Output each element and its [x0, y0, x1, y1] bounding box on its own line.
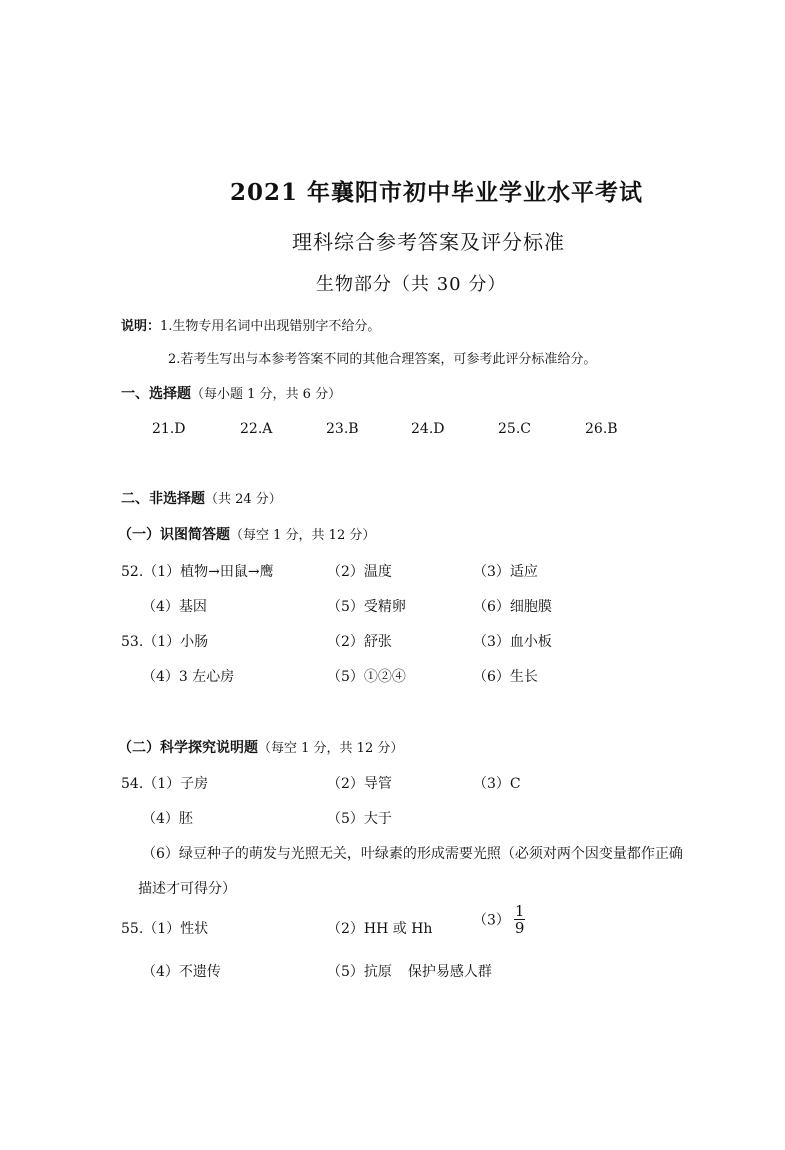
- q53-answer-5: （5）①②④: [327, 669, 406, 685]
- q55-answer-2: （2）HH 或 Hh: [327, 921, 433, 937]
- section-title: 生物部分（共 30 分）: [316, 274, 507, 295]
- note-2: 2.若考生写出与本参考答案不同的其他合理答案，可参考此评分标准给分。: [168, 352, 597, 367]
- page-title: 2021 年襄阳市初中毕业学业水平考试: [230, 179, 644, 206]
- q52-answer-1: （1）植物→田鼠→鹰: [143, 564, 274, 580]
- part1-heading-line: [121, 383, 341, 403]
- q55-answer-5: [327, 961, 492, 981]
- sub1-detail: （每空 1 分，共 12 分）: [230, 528, 376, 543]
- fraction-denominator: 9: [514, 919, 525, 937]
- q54-answer-5: （5）大于: [327, 811, 392, 827]
- q53-row1: [121, 631, 208, 651]
- q52-answer-6: （6）细胞膜: [473, 599, 552, 615]
- q54-answer-6-line1: （6）绿豆种子的萌发与光照无关，叶绿素的形成需要光照（必须对两个因变量都作正确: [142, 846, 683, 862]
- q55-fraction: [514, 903, 526, 936]
- q53-answer-2: （2）舒张: [327, 634, 392, 650]
- sub1-heading-line: [118, 524, 375, 544]
- sub2-heading: （二）科学探究说明题: [118, 740, 258, 756]
- q52-answer-3: （3）适应: [473, 564, 538, 580]
- q52-number: 52.: [121, 564, 144, 580]
- note-label: 说明：: [121, 319, 161, 334]
- q54-answer-2: （2）导管: [327, 776, 392, 792]
- q55-answer-4: （4）不遗传: [142, 964, 221, 980]
- part2-heading: 二、非选择题: [121, 491, 205, 507]
- q55-answer-5a: （5）抗原: [327, 964, 392, 980]
- q53-answer-6: （6）生长: [473, 669, 538, 685]
- answer-21: 21.D: [152, 421, 186, 437]
- q55-answer-3-prefix: （3）: [473, 912, 510, 929]
- part1-heading: 一、选择题: [121, 386, 191, 402]
- q54-number: 54.: [121, 776, 144, 792]
- note-1-text: 1.生物专用名词中出现错别字不给分。: [160, 319, 381, 334]
- answer-24: 24.D: [411, 421, 445, 437]
- q53-answer-1: （1）小肠: [143, 634, 209, 650]
- q54-answer-6-line2: 描述才可得分）: [138, 881, 236, 897]
- q54-answer-4: （4）胚: [142, 811, 193, 827]
- q53-answer-4: （4）3 左心房: [142, 669, 235, 685]
- answer-26: 26.B: [585, 421, 618, 437]
- q54-answer-1: （1）子房: [143, 776, 209, 792]
- note-1: [121, 315, 380, 334]
- fraction-numerator: 1: [514, 902, 525, 920]
- sub2-heading-line: [118, 737, 403, 757]
- q54-answer-3: （3）C: [473, 776, 521, 792]
- q55-answer-1: （1）性状: [143, 921, 209, 937]
- q54-row1: [121, 773, 208, 793]
- part2-detail: （共 24 分）: [205, 492, 282, 507]
- q55-number: 55.: [121, 921, 144, 937]
- sub1-heading: （一）识图简答题: [118, 527, 230, 543]
- q52-row1: [121, 561, 274, 581]
- sub2-detail: （每空 1 分，共 12 分）: [258, 741, 404, 756]
- answer-23: 23.B: [326, 421, 359, 437]
- answer-25: 25.C: [498, 421, 531, 437]
- q55-answer-3: [473, 903, 525, 936]
- q55-answer-5b: 保护易感人群: [407, 964, 492, 980]
- q55-row1: [121, 918, 208, 938]
- answer-22: 22.A: [240, 421, 273, 437]
- q53-answer-3: （3）血小板: [473, 634, 552, 650]
- page-subtitle: 理科综合参考答案及评分标准: [292, 230, 565, 254]
- part1-detail: （每小题 1 分，共 6 分）: [191, 387, 342, 402]
- q52-answer-4: （4）基因: [142, 599, 207, 615]
- q52-answer-5: （5）受精卵: [327, 599, 406, 615]
- part2-heading-line: [121, 488, 282, 508]
- q52-answer-2: （2）温度: [327, 564, 392, 580]
- q53-number: 53.: [121, 634, 144, 650]
